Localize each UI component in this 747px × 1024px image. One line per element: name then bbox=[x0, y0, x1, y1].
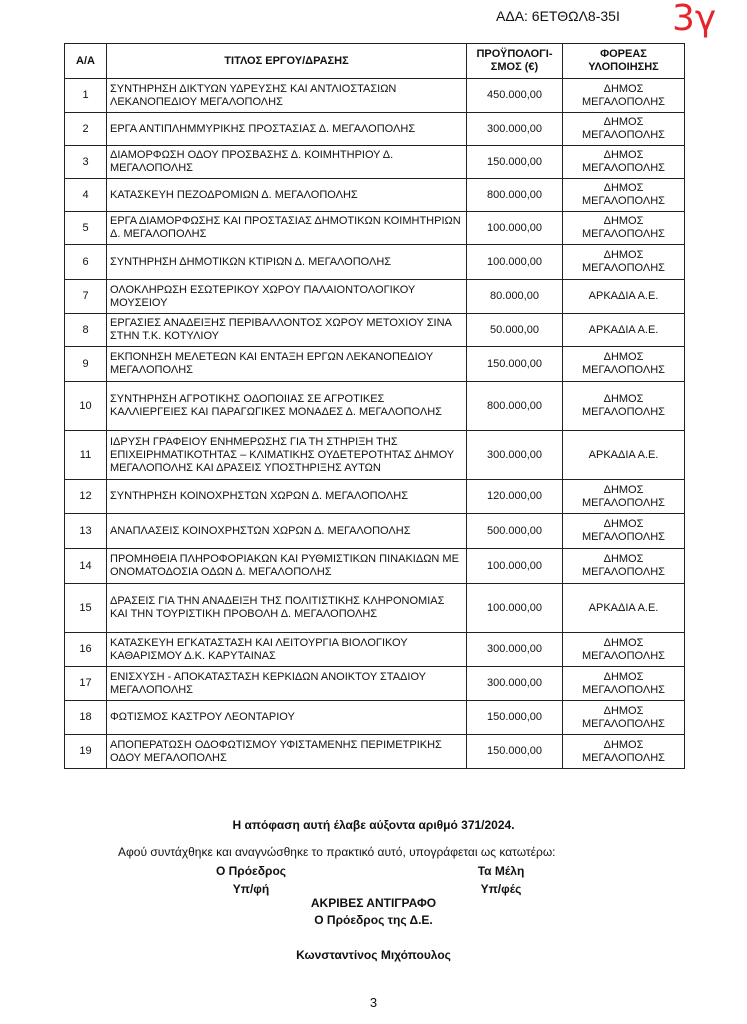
row-budget: 150.000,00 bbox=[467, 735, 563, 769]
table-row bbox=[65, 79, 685, 113]
row-implementing-body: ΔΗΜΟΣ ΜΕΓΑΛΟΠΟΛΗΣ bbox=[563, 79, 685, 113]
row-title: ΕΡΓΑ ΔΙΑΜΟΡΦΩΣΗΣ ΚΑΙ ΠΡΟΣΤΑΣΙΑΣ ΔΗΜΟΤΙΚΩΝ ΚΟΙΜΗΤΗΡΙΩΝ Δ. ΜΕΓΑΛΟΠΟΛΗΣ bbox=[107, 212, 467, 245]
table-row bbox=[65, 584, 685, 633]
table-row bbox=[65, 431, 685, 480]
row-number: 12 bbox=[65, 480, 107, 514]
row-budget: 800.000,00 bbox=[467, 179, 563, 212]
row-implementing-body: ΑΡΚΑΔΙΑ Α.Ε. bbox=[563, 280, 685, 314]
row-title: ΟΛΟΚΛΗΡΩΣΗ ΕΣΩΤΕΡΙΚΟΥ ΧΩΡΟΥ ΠΑΛΑΙΟΝΤΟΛΟΓΙΚΟΥ ΜΟΥΣΕΙΟΥ bbox=[107, 280, 467, 314]
column-header-body: ΦΟΡΕΑΣ ΥΛΟΠΟΙΗΣΗΣ bbox=[563, 44, 685, 79]
row-title: ΣΥΝΤΗΡΗΣΗ ΔΙΚΤΥΩΝ ΥΔΡΕΥΣΗΣ ΚΑΙ ΑΝΤΛΙΟΣΤΑΣΙΩΝ ΛΕΚΑΝΟΠΕΔΙΟΥ ΜΕΓΑΛΟΠΟΛΗΣ bbox=[107, 79, 467, 113]
table-row bbox=[65, 245, 685, 280]
table-row bbox=[65, 179, 685, 212]
row-number: 18 bbox=[65, 701, 107, 735]
table-row bbox=[65, 382, 685, 431]
row-implementing-body: ΔΗΜΟΣ ΜΕΓΑΛΟΠΟΛΗΣ bbox=[563, 382, 685, 431]
row-title: ΣΥΝΤΗΡΗΣΗ ΔΗΜΟΤΙΚΩΝ ΚΤΙΡΙΩΝ Δ. ΜΕΓΑΛΟΠΟΛΗΣ bbox=[107, 245, 467, 280]
row-number: 5 bbox=[65, 212, 107, 245]
members-label: Τα Μέλη bbox=[477, 864, 525, 878]
row-number: 16 bbox=[65, 633, 107, 667]
table-row bbox=[65, 347, 685, 382]
row-number: 7 bbox=[65, 280, 107, 314]
row-implementing-body: ΔΗΜΟΣ ΜΕΓΑΛΟΠΟΛΗΣ bbox=[563, 480, 685, 514]
row-number: 1 bbox=[65, 79, 107, 113]
row-implementing-body: ΔΗΜΟΣ ΜΕΓΑΛΟΠΟΛΗΣ bbox=[563, 146, 685, 179]
page-number: 3 bbox=[369, 995, 378, 1010]
table-row bbox=[65, 280, 685, 314]
row-number: 13 bbox=[65, 514, 107, 549]
row-budget: 100.000,00 bbox=[467, 245, 563, 280]
table-row bbox=[65, 480, 685, 514]
row-budget: 300.000,00 bbox=[467, 667, 563, 701]
row-title: ΕΝΙΣΧΥΣΗ - ΑΠΟΚΑΤΑΣΤΑΣΗ ΚΕΡΚΙΔΩΝ ΑΝΟΙΚΤΟΥ ΣΤΑΔΙΟΥ ΜΕΓΑΛΟΠΟΛΗΣ bbox=[107, 667, 467, 701]
row-implementing-body: ΔΗΜΟΣ ΜΕΓΑΛΟΠΟΛΗΣ bbox=[563, 633, 685, 667]
row-title: ΠΡΟΜΗΘΕΙΑ ΠΛΗΡΟΦΟΡΙΑΚΩΝ ΚΑΙ ΡΥΘΜΙΣΤΙΚΩΝ ΠΙΝΑΚΙΔΩΝ ΜΕ ΟΝΟΜΑΤΟΔΟΣΙΑ ΟΔΩΝ Δ. ΜΕΓΑΛΟΠΟΛΗΣ bbox=[107, 549, 467, 584]
row-title: ΔΡΑΣΕΙΣ ΓΙΑ ΤΗΝ ΑΝΑΔΕΙΞΗ ΤΗΣ ΠΟΛΙΤΙΣΤΙΚΗΣ ΚΛΗΡΟΝΟΜΙΑΣ ΚΑΙ ΤΗΝ ΤΟΥΡΙΣΤΙΚΗ ΠΡΟΒΟΛΗ Δ. ΜΕΓΑΛΟΠΟΛΗΣ bbox=[107, 584, 467, 633]
row-title: ΣΥΝΤΗΡΗΣΗ ΚΟΙΝΟΧΡΗΣΤΩΝ ΧΩΡΩΝ Δ. ΜΕΓΑΛΟΠΟΛΗΣ bbox=[107, 480, 467, 514]
row-number: 10 bbox=[65, 382, 107, 431]
president-label: Ο Πρόεδρος bbox=[215, 864, 287, 878]
row-number: 11 bbox=[65, 431, 107, 480]
handwritten-mark: 3γ bbox=[672, 0, 717, 39]
ada-code: ΑΔΑ: 6ΕΤΘΩΛ8-35Ι bbox=[496, 8, 620, 24]
row-title: ΙΔΡΥΣΗ ΓΡΑΦΕΙΟΥ ΕΝΗΜΕΡΩΣΗΣ ΓΙΑ ΤΗ ΣΤΗΡΙΞΗ ΤΗΣ ΕΠΙΧΕΙΡΗΜΑΤΙΚΟΤΗΤΑΣ – ΚΛΙΜΑΤΙΚΗΣ ΟΥΔΕΤΕΡΟΤΗΤΑΣ ΔΗΜΟΥ ΜΕΓΑΛΟΠΟΛΗΣ ΚΑΙ ΔΡΑΣΕΙΣ ΥΠΟΣΤΗΡΙΞΗΣ ΑΥΤΩΝ bbox=[107, 431, 467, 480]
row-implementing-body: ΔΗΜΟΣ ΜΕΓΑΛΟΠΟΛΗΣ bbox=[563, 735, 685, 769]
row-implementing-body: ΔΗΜΟΣ ΜΕΓΑΛΟΠΟΛΗΣ bbox=[563, 113, 685, 146]
row-number: 8 bbox=[65, 314, 107, 347]
signatory-name: Κωνσταντίνος Μιχόπουλος bbox=[296, 948, 451, 962]
row-implementing-body: ΔΗΜΟΣ ΜΕΓΑΛΟΠΟΛΗΣ bbox=[563, 245, 685, 280]
row-implementing-body: ΔΗΜΟΣ ΜΕΓΑΛΟΠΟΛΗΣ bbox=[563, 549, 685, 584]
row-title: ΣΥΝΤΗΡΗΣΗ ΑΓΡΟΤΙΚΗΣ ΟΔΟΠΟΙΙΑΣ ΣΕ ΑΓΡΟΤΙΚΕΣ ΚΑΛΛΙΕΡΓΕΙΕΣ ΚΑΙ ΠΑΡΑΓΩΓΙΚΕΣ ΜΟΝΑΔΕΣ Δ. ΜΕΓΑΛΟΠΟΛΗΣ bbox=[107, 382, 467, 431]
row-title: ΚΑΤΑΣΚΕΥΗ ΠΕΖΟΔΡΟΜΙΩΝ Δ. ΜΕΓΑΛΟΠΟΛΗΣ bbox=[107, 179, 467, 212]
row-implementing-body: ΔΗΜΟΣ ΜΕΓΑΛΟΠΟΛΗΣ bbox=[563, 701, 685, 735]
row-title: ΚΑΤΑΣΚΕΥΗ ΕΓΚΑΤΑΣΤΑΣΗ ΚΑΙ ΛΕΙΤΟΥΡΓΙΑ ΒΙΟΛΟΓΙΚΟΥ ΚΑΘΑΡΙΣΜΟΥ Δ.Κ. ΚΑΡΥΤΑΙΝΑΣ bbox=[107, 633, 467, 667]
row-budget: 450.000,00 bbox=[467, 79, 563, 113]
row-title: ΑΠΟΠΕΡΑΤΩΣΗ ΟΔΟΦΩΤΙΣΜΟΥ ΥΦΙΣΤΑΜΕΝΗΣ ΠΕΡΙΜΕΤΡΙΚΗΣ ΟΔΟΥ ΜΕΓΑΛΟΠΟΛΗΣ bbox=[107, 735, 467, 769]
row-title: ΕΡΓΑΣΙΕΣ ΑΝΑΔΕΙΞΗΣ ΠΕΡΙΒΑΛΛΟΝΤΟΣ ΧΩΡΟΥ ΜΕΤΟΧΙΟΥ ΣΙΝΑ ΣΤΗΝ Τ.Κ. ΚΟΤΥΛΙΟΥ bbox=[107, 314, 467, 347]
column-header-aa: Α/Α bbox=[65, 44, 107, 79]
exact-copy-label: ΑΚΡΙΒΕΣ ΑΝΤΙΓΡΑΦΟ bbox=[310, 896, 437, 910]
table-row bbox=[65, 633, 685, 667]
president-signature: Υπ/φή bbox=[232, 882, 270, 896]
row-title: ΕΚΠΟΝΗΣΗ ΜΕΛΕΤΕΩΝ ΚΑΙ ΕΝΤΑΞΗ ΕΡΓΩΝ ΛΕΚΑΝΟΠΕΔΙΟΥ ΜΕΓΑΛΟΠΟΛΗΣ bbox=[107, 347, 467, 382]
row-budget: 150.000,00 bbox=[467, 146, 563, 179]
table-row bbox=[65, 735, 685, 769]
table-row bbox=[65, 146, 685, 179]
row-implementing-body: ΑΡΚΑΔΙΑ Α.Ε. bbox=[563, 431, 685, 480]
row-budget: 500.000,00 bbox=[467, 514, 563, 549]
column-header-budget: ΠΡΟΫΠΟΛΟΓΙ-ΣΜΟΣ (€) bbox=[467, 44, 563, 79]
table-row bbox=[65, 667, 685, 701]
row-budget: 800.000,00 bbox=[467, 382, 563, 431]
row-number: 14 bbox=[65, 549, 107, 584]
table-row bbox=[65, 701, 685, 735]
row-implementing-body: ΑΡΚΑΔΙΑ Α.Ε. bbox=[563, 584, 685, 633]
row-number: 15 bbox=[65, 584, 107, 633]
row-number: 6 bbox=[65, 245, 107, 280]
row-number: 17 bbox=[65, 667, 107, 701]
row-title: ΑΝΑΠΛΑΣΕΙΣ ΚΟΙΝΟΧΡΗΣΤΩΝ ΧΩΡΩΝ Δ. ΜΕΓΑΛΟΠΟΛΗΣ bbox=[107, 514, 467, 549]
row-budget: 300.000,00 bbox=[467, 431, 563, 480]
row-title: ΦΩΤΙΣΜΟΣ ΚΑΣΤΡΟΥ ΛΕΟΝΤΑΡΙΟΥ bbox=[107, 701, 467, 735]
row-number: 3 bbox=[65, 146, 107, 179]
row-implementing-body: ΔΗΜΟΣ ΜΕΓΑΛΟΠΟΛΗΣ bbox=[563, 514, 685, 549]
table-row bbox=[65, 212, 685, 245]
table-header-row bbox=[65, 44, 685, 79]
table-row bbox=[65, 549, 685, 584]
row-implementing-body: ΔΗΜΟΣ ΜΕΓΑΛΟΠΟΛΗΣ bbox=[563, 212, 685, 245]
decision-number: Η απόφαση αυτή έλαβε αύξοντα αριθμό 371/2024. bbox=[232, 818, 515, 832]
row-budget: 120.000,00 bbox=[467, 480, 563, 514]
row-title: ΕΡΓΑ ΑΝΤΙΠΛΗΜΜΥΡΙΚΗΣ ΠΡΟΣΤΑΣΙΑΣ Δ. ΜΕΓΑΛΟΠΟΛΗΣ bbox=[107, 113, 467, 146]
signed-statement: Αφού συντάχθηκε και αναγνώσθηκε το πρακτικό αυτό, υπογράφεται ως κατωτέρω: bbox=[118, 845, 556, 859]
members-signature: Υπ/φές bbox=[480, 882, 522, 896]
row-budget: 50.000,00 bbox=[467, 314, 563, 347]
row-budget: 100.000,00 bbox=[467, 212, 563, 245]
row-number: 19 bbox=[65, 735, 107, 769]
column-header-title: ΤΙΤΛΟΣ ΕΡΓΟΥ/ΔΡΑΣΗΣ bbox=[107, 44, 467, 79]
row-budget: 300.000,00 bbox=[467, 633, 563, 667]
row-title: ΔΙΑΜΟΡΦΩΣΗ ΟΔΟΥ ΠΡΟΣΒΑΣΗΣ Δ. ΚΟΙΜΗΤΗΡΙΟΥ Δ. ΜΕΓΑΛΟΠΟΛΗΣ bbox=[107, 146, 467, 179]
row-implementing-body: ΔΗΜΟΣ ΜΕΓΑΛΟΠΟΛΗΣ bbox=[563, 667, 685, 701]
row-implementing-body: ΔΗΜΟΣ ΜΕΓΑΛΟΠΟΛΗΣ bbox=[563, 179, 685, 212]
row-budget: 300.000,00 bbox=[467, 113, 563, 146]
row-number: 2 bbox=[65, 113, 107, 146]
row-budget: 100.000,00 bbox=[467, 584, 563, 633]
row-budget: 150.000,00 bbox=[467, 701, 563, 735]
row-budget: 100.000,00 bbox=[467, 549, 563, 584]
projects-table bbox=[64, 43, 685, 769]
table-row bbox=[65, 514, 685, 549]
table-row bbox=[65, 314, 685, 347]
row-budget: 150.000,00 bbox=[467, 347, 563, 382]
row-implementing-body: ΑΡΚΑΔΙΑ Α.Ε. bbox=[563, 314, 685, 347]
table-row bbox=[65, 113, 685, 146]
de-president-label: Ο Πρόεδρος της Δ.Ε. bbox=[314, 913, 433, 927]
row-implementing-body: ΔΗΜΟΣ ΜΕΓΑΛΟΠΟΛΗΣ bbox=[563, 347, 685, 382]
row-number: 9 bbox=[65, 347, 107, 382]
row-budget: 80.000,00 bbox=[467, 280, 563, 314]
row-number: 4 bbox=[65, 179, 107, 212]
